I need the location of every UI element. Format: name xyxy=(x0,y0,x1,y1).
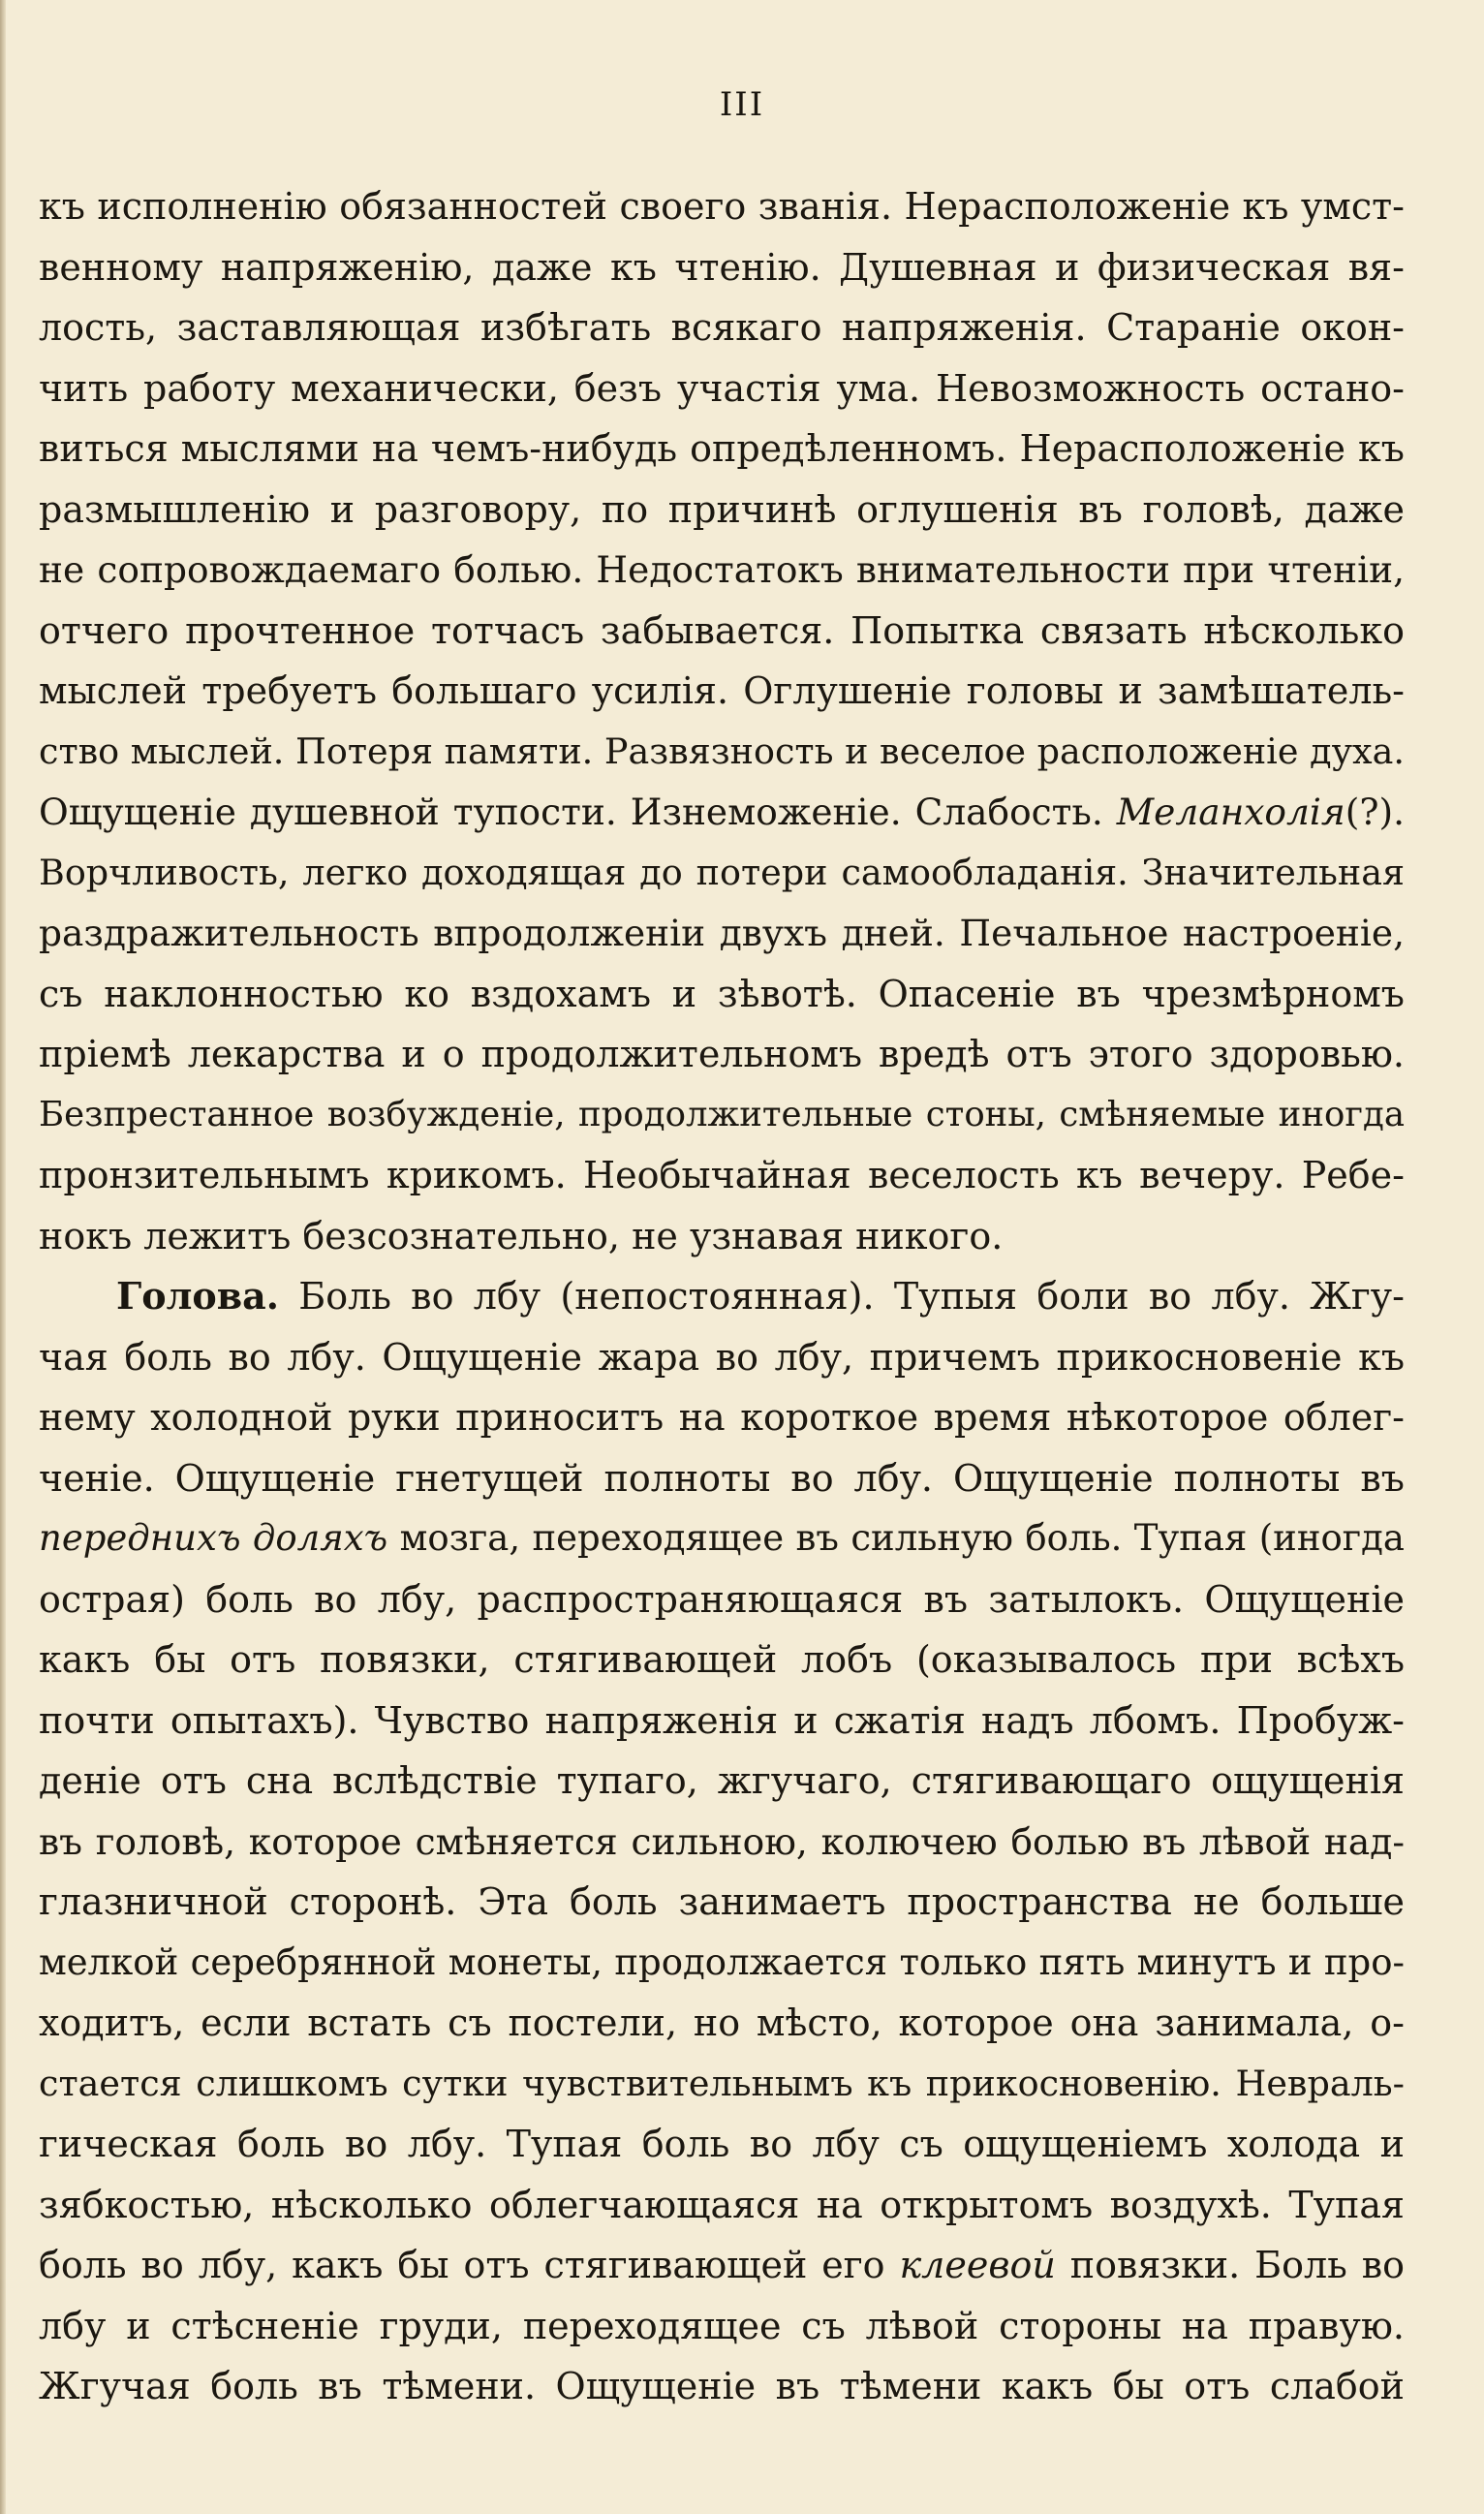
text-line: съ наклонностью ко вздохамъ и зѣвотѣ. Опасеніе въ чрезмѣрномъ xyxy=(39,972,1405,1015)
text-line: нокъ лежитъ безсознательно, не узнавая никого. xyxy=(39,1214,1004,1257)
section-heading-line xyxy=(39,1266,1405,1327)
text-line xyxy=(39,1508,1405,1569)
text-line: пріемѣ лекарства и о продолжительномъ вредѣ отъ этого здоровью. xyxy=(39,1033,1405,1075)
body-text xyxy=(39,176,1405,2417)
text-line: виться мыслями на чемъ-нибудь опредѣленномъ. Нерасположеніе къ xyxy=(39,427,1405,470)
text-run: мозга, переходящее въ сильную боль. Тупая (иногда xyxy=(387,1517,1405,1559)
text-line: гическая боль во лбу. Тупая боль во лбу съ ощущеніемъ холода и xyxy=(39,2123,1405,2165)
page-number: III xyxy=(719,85,765,124)
text-line: мелкой серебрянной монеты, продолжается только пять минутъ и про- xyxy=(39,1940,1405,1983)
text-line: чая боль во лбу. Ощущеніе жара во лбу, причемъ прикосновеніе къ xyxy=(39,1335,1405,1379)
text-line: чить работу механически, безъ участія ума. Невозможность остано- xyxy=(39,366,1405,410)
text-line: ченіе. Ощущеніе гнетущей полноты во лбу. Ощущеніе полноты въ xyxy=(39,1456,1405,1500)
text-line xyxy=(39,782,1405,843)
text-line: мыслей требуетъ большаго усилія. Оглушеніе головы и замѣшатель- xyxy=(39,669,1405,712)
section-heading: Голова. xyxy=(116,1274,279,1318)
text-run: повязки. Боль во xyxy=(1055,2244,1405,2286)
text-line: въ головѣ, которое смѣняется сильною, колючею болью въ лѣвой над- xyxy=(39,1819,1405,1863)
text-run: Боль во лбу (непостоянная). Тупыя боли во лбу. Жгу- xyxy=(278,1275,1405,1318)
text-line: ходитъ, если встать съ постели, но мѣсто, которое она занимала, о- xyxy=(39,2002,1405,2044)
text-line: острая) боль во лбу, распространяющаяся въ затылокъ. Ощущеніе xyxy=(39,1577,1405,1621)
text-line: деніе отъ сна вслѣдствіе тупаго, жгучаго, стягивающаго ощущенія xyxy=(39,1759,1405,1802)
italic-term: Меланхолія xyxy=(1116,791,1345,833)
text-line xyxy=(39,2235,1405,2296)
text-line: отчего прочтенное тотчасъ забывается. Попытка связать нѣсколько xyxy=(39,608,1405,652)
text-run: Ощущеніе душевной тупости. Изнеможеніе. Слабость. xyxy=(39,791,1117,833)
text-line: пронзительнымъ крикомъ. Необычайная веселость къ вечеру. Ребе- xyxy=(39,1154,1405,1196)
text-line: лость, заставляющая избѣгать всякаго напряженія. Стараніе окон- xyxy=(39,306,1405,349)
italic-term: переднихъ доляхъ xyxy=(39,1517,388,1559)
text-run: (?). xyxy=(1345,791,1405,833)
page-binding-edge xyxy=(0,0,6,2514)
text-line: Ворчливость, легко доходящая до потери самообладанія. Значительная xyxy=(39,851,1405,893)
text-line: стается слишкомъ сутки чувствительнымъ къ прикосновенію. Невраль- xyxy=(39,2062,1405,2104)
text-line: почти опытахъ). Чувство напряженія и сжатія надъ лбомъ. Пробуж- xyxy=(39,1698,1405,1742)
italic-term: клеевой xyxy=(899,2244,1056,2286)
text-line: ство мыслей. Потеря памяти. Развязность и веселое расположеніе духа. xyxy=(39,729,1405,772)
text-line: глазничной сторонѣ. Эта боль занимаетъ пространства не больше xyxy=(39,1880,1405,1923)
text-line: зябкостью, нѣсколько облегчающаяся на открытомъ воздухѣ. Тупая xyxy=(39,2183,1405,2226)
text-line: размышленію и разговору, по причинѣ оглушенія въ головѣ, даже xyxy=(39,487,1405,531)
text-line: раздражительность впродолженіи двухъ дней. Печальное настроеніе, xyxy=(39,912,1405,954)
text-run: боль во лбу, какъ бы отъ стягивающей его xyxy=(39,2244,900,2286)
text-line: Безпрестанное возбужденіе, продолжительные стоны, смѣняемые иногда xyxy=(39,1094,1405,1134)
text-line: не сопровождаемаго болью. Недостатокъ внимательности при чтеніи, xyxy=(39,548,1405,591)
text-line: лбу и стѣсненіе груди, переходящее съ лѣвой стороны на правую. xyxy=(39,2304,1405,2347)
text-line: венному напряженію, даже къ чтенію. Душевная и физическая вя- xyxy=(39,245,1405,289)
text-line: какъ бы отъ повязки, стягивающей лобъ (оказывалось при всѣхъ xyxy=(39,1638,1405,1681)
text-line: Жгучая боль въ тѣмени. Ощущеніе въ тѣмени какъ бы отъ слабой xyxy=(39,2365,1405,2407)
text-line: къ исполненію обязанностей своего званія. Нерасположеніе къ умст- xyxy=(39,185,1405,228)
text-line: нему холодной руки приноситъ на короткое время нѣкоторое облег- xyxy=(39,1396,1405,1439)
